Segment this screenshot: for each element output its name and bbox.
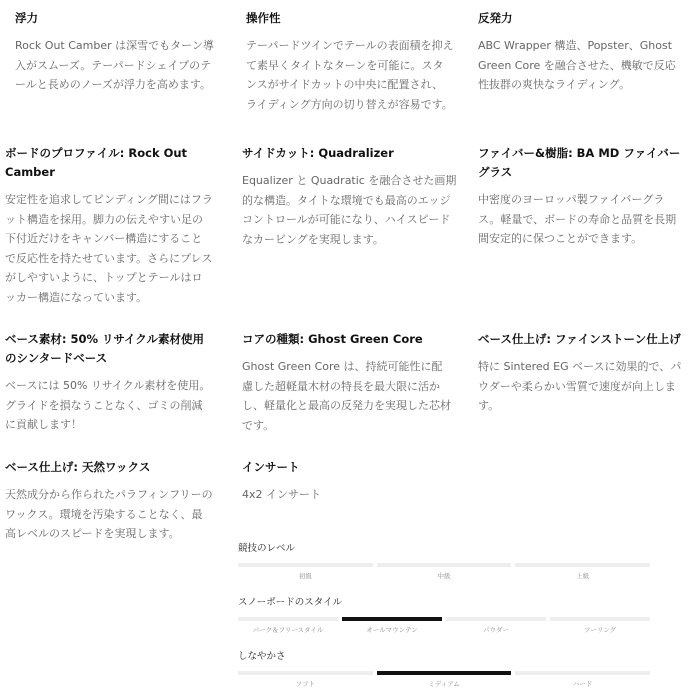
rating-segment	[377, 563, 512, 567]
rating-segment	[515, 563, 650, 567]
rating-option-label: ハード	[572, 680, 593, 688]
spec-body: ABC Wrapper 構造、Popster、Ghost Green Core を融合させた、機敏で反応性抜群の爽快なライディング。	[478, 39, 676, 91]
rating-label: スノーボードのスタイル	[238, 597, 343, 608]
rating-option-label: 中級	[437, 572, 451, 580]
spec-title: ベース仕上げ: 天然ワックス	[5, 460, 151, 474]
spec-body: テーパードツインでテールの表面積を抑えて素早くタイトなターンを可能に。スタンスがサイドカットの中央に配置され、ライディング方向の切り替えが容易です。	[246, 39, 454, 111]
spec-body: 特に Sintered EG ベースに効果的で、パウダーや柔らかい雪質で速度が向上します。	[478, 360, 682, 412]
rating-ticks	[238, 571, 650, 581]
rating-segment	[238, 671, 373, 675]
spec-title: サイドカット: Quadralizer	[242, 146, 394, 160]
rating-segment	[446, 617, 546, 621]
spec-title: ファイバー&樹脂: BA MD ファイバーグラス	[478, 146, 681, 179]
rating-ticks	[238, 625, 650, 635]
spec-body: 安定性を追求してビンディング間にはフラット構造を採用。脚力の伝えやすい足の下付近だけをキャンバー構造にすることで反応性を持たせています。さらにプレスがしやすいように、トップとテールはロッカー構造になっています。	[5, 193, 213, 304]
spec-base-material	[5, 330, 213, 435]
spec-fiber-resin	[478, 144, 686, 249]
spec-title: 操作性	[246, 11, 281, 25]
rating-segment	[515, 671, 650, 675]
rating-track	[238, 671, 650, 675]
rating-option-label: 上級	[576, 572, 590, 580]
rating-track	[238, 617, 650, 621]
rating-option-label: パーク＆フリースタイル	[252, 626, 324, 634]
spec-pop	[478, 9, 683, 95]
rating-segment	[550, 617, 650, 621]
rating-label: しなやかさ	[238, 651, 286, 662]
rating-option-label: オールマウンテン	[366, 626, 418, 634]
spec-title: ボードのプロファイル: Rock Out Camber	[5, 146, 188, 179]
spec-profile	[5, 144, 213, 307]
rating-option-label: ツーリング	[583, 626, 617, 634]
spec-title: 反発力	[478, 11, 513, 25]
spec-maneuverability	[246, 9, 454, 114]
spec-body: 中密度のヨーロッパ製ファイバーグラス。軽量で、ボードの寿命と品質を長期間安定的に保つことができます。	[478, 193, 677, 245]
rating-option-label: パウダー	[483, 626, 509, 634]
rating-option-label: ソフト	[295, 680, 316, 688]
spec-buoyancy	[15, 9, 220, 95]
spec-sidecut	[242, 144, 457, 249]
rating-option-label: 初級	[298, 572, 312, 580]
spec-wax	[5, 458, 213, 544]
rating-indicator	[342, 617, 442, 621]
spec-body: 天然成分から作られたパラフィンフリーのワックス。環境を汚染することなく、最高レベルのスピードを実現します。	[5, 488, 213, 540]
rating-ticks	[238, 679, 650, 689]
rating-segment	[238, 563, 373, 567]
spec-title: インサート	[242, 460, 300, 474]
rating-ability-level	[238, 543, 650, 581]
spec-base-finish	[478, 330, 686, 416]
spec-body: ベースには 50% リサイクル素材を使用。グライドを損なうことなく、ゴミの削減に貢献します！	[5, 379, 211, 431]
spec-body: Equalizer と Quadratic を融合させた画期的な構造。タイトな環境でも最高のエッジコントロールが可能になり、ハイスピードなカービングを実現します。	[242, 174, 457, 246]
spec-title: コアの種類: Ghost Green Core	[242, 332, 423, 346]
spec-title: ベース素材: 50% リサイクル素材使用のシンタードベース	[5, 332, 204, 365]
rating-indicator	[377, 671, 512, 675]
rating-segment	[238, 617, 338, 621]
spec-inserts	[242, 458, 452, 505]
spec-body: Ghost Green Core は、持続可能性に配慮した超軽量木材の特長を最大限に活かし、軽量化と最高の反発力を実現した芯材です。	[242, 360, 451, 432]
rating-label: 競技のレベル	[238, 543, 296, 554]
spec-core	[242, 330, 452, 435]
spec-title: ベース仕上げ: ファインストーン仕上げ	[478, 332, 681, 346]
rating-riding-style	[238, 597, 650, 635]
spec-title: 浮力	[15, 11, 38, 25]
rating-option-label: ミディアム	[428, 680, 460, 688]
spec-body: Rock Out Camber は深雪でもターン導入がスムーズ。テーパードシェイプのテールと長めのノーズが浮力を高めます。	[15, 39, 214, 91]
rating-track	[238, 563, 650, 567]
spec-body: 4x2 インサート	[242, 488, 322, 501]
rating-flex	[238, 651, 650, 689]
